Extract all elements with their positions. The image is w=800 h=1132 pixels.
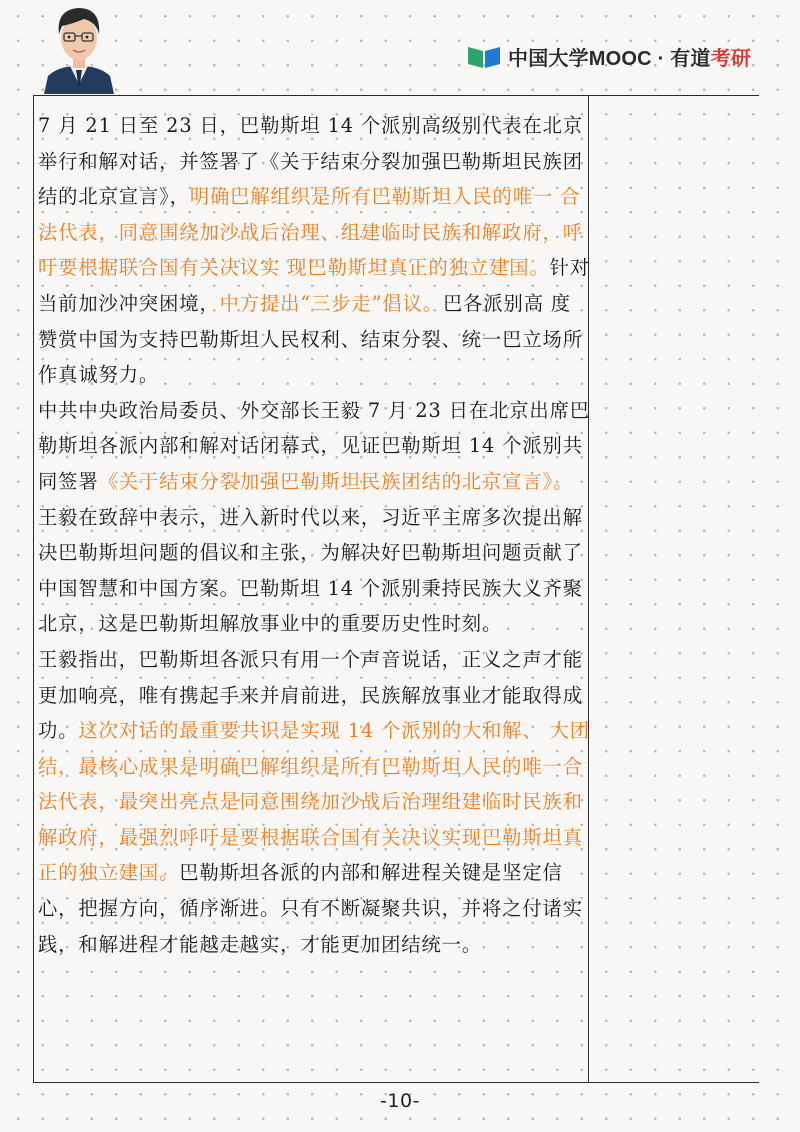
- highlighted-text: 中方提出“三步走”倡议。: [219, 291, 443, 315]
- frame-bottom-rule: [33, 1082, 759, 1083]
- highlighted-text: 这次对话的最重要共识是实现 14 个派别的大和解、 大团结，最核心成果是明确巴解组织是所有巴勒斯坦人民的唯一合法代表，最突出亮点是同意围绕加沙战后治理组建临时民族和解政府，最强烈呼吁是要根据联合国有关决议实现巴勒斯坦真正的独立建国。: [38, 719, 590, 885]
- paragraph: 王毅指出，巴勒斯坦各派只有用一个声音说话，正义之声才能更加响亮，唯有携起手来并肩前进，民族解放事业才能取得成功。这次对话的最重要共识是实现 14 个派别的大和解、 大团结，最核心成果是明确巴解组织是所有巴勒斯坦人民的唯一合法代表，最突出亮点是同意围绕加沙战后治理组建临时民族和解政府，最强烈呼吁是要根据联合国有关决议实现巴勒斯坦真正的独立建国。巴勒斯坦各派的内部和解进程关键是坚定信心，把握方向，循序渐进。只有不断凝聚共识，并将之付诸实践，和解进程才能越走越实，才能更加团结统一。: [38, 647, 590, 956]
- highlighted-text: 《关于结束分裂加强巴勒斯坦民族团结的北京宣言》。: [98, 469, 574, 493]
- highlighted-text: 明确巴解组织是所有巴勒斯坦人民的唯一 合法代表，同意围绕加沙战后治理、组建临时民族和解政府，呼吁要根据联合国有关决议实 现巴勒斯坦真正的独立建国。: [38, 185, 583, 280]
- article-body: [38, 108, 591, 962]
- frame-top-rule: [33, 95, 759, 96]
- paragraph: 7 月 21 日至 23 日，巴勒斯坦 14 个派别高级别代表在北京举行和解对话，并签署了《关于结束分裂加强巴勒斯坦民族团结的北京宣言》，明确巴解组织是所有巴勒斯坦人民的唯一 合法代表，同意围绕加沙战后治理、组建临时民族和解政府，呼吁要根据联合国有关决议实 现巴勒斯坦真正的独立建国。针对当前加沙冲突困境，中方提出“三步走”倡议。巴各派别高 度赞赏中国为支持巴勒斯坦人民权利、结束分裂、统一巴立场所作真诚努力。: [38, 114, 590, 387]
- avatar: [38, 0, 120, 94]
- brand-text: 中国大学MOOC · 有道考研: [508, 47, 752, 70]
- paragraph: 中共中央政治局委员、外交部长王毅 7 月 23 日在北京出席巴勒斯坦各派内部和解对话闭幕式，见证巴勒斯坦 14 个派别共同签署《关于结束分裂加强巴勒斯坦民族团结的北京宣言》。: [38, 398, 590, 493]
- paragraph: 王毅在致辞中表示，进入新时代以来，习近平主席多次提出解决巴勒斯坦问题的倡议和主张，为解决好巴勒斯坦问题贡献了中国智慧和中国方案。巴勒斯坦 14 个派别秉持民族大义齐聚北京，这是巴勒斯坦解放事业中的重要历史性时刻。: [38, 505, 583, 636]
- page-number: -10-: [380, 1090, 420, 1112]
- mooc-book-icon: [466, 43, 502, 69]
- brand-logo: [466, 40, 751, 72]
- frame-left-rule: [33, 95, 34, 1083]
- cartoon-man-avatar-icon: [38, 0, 120, 94]
